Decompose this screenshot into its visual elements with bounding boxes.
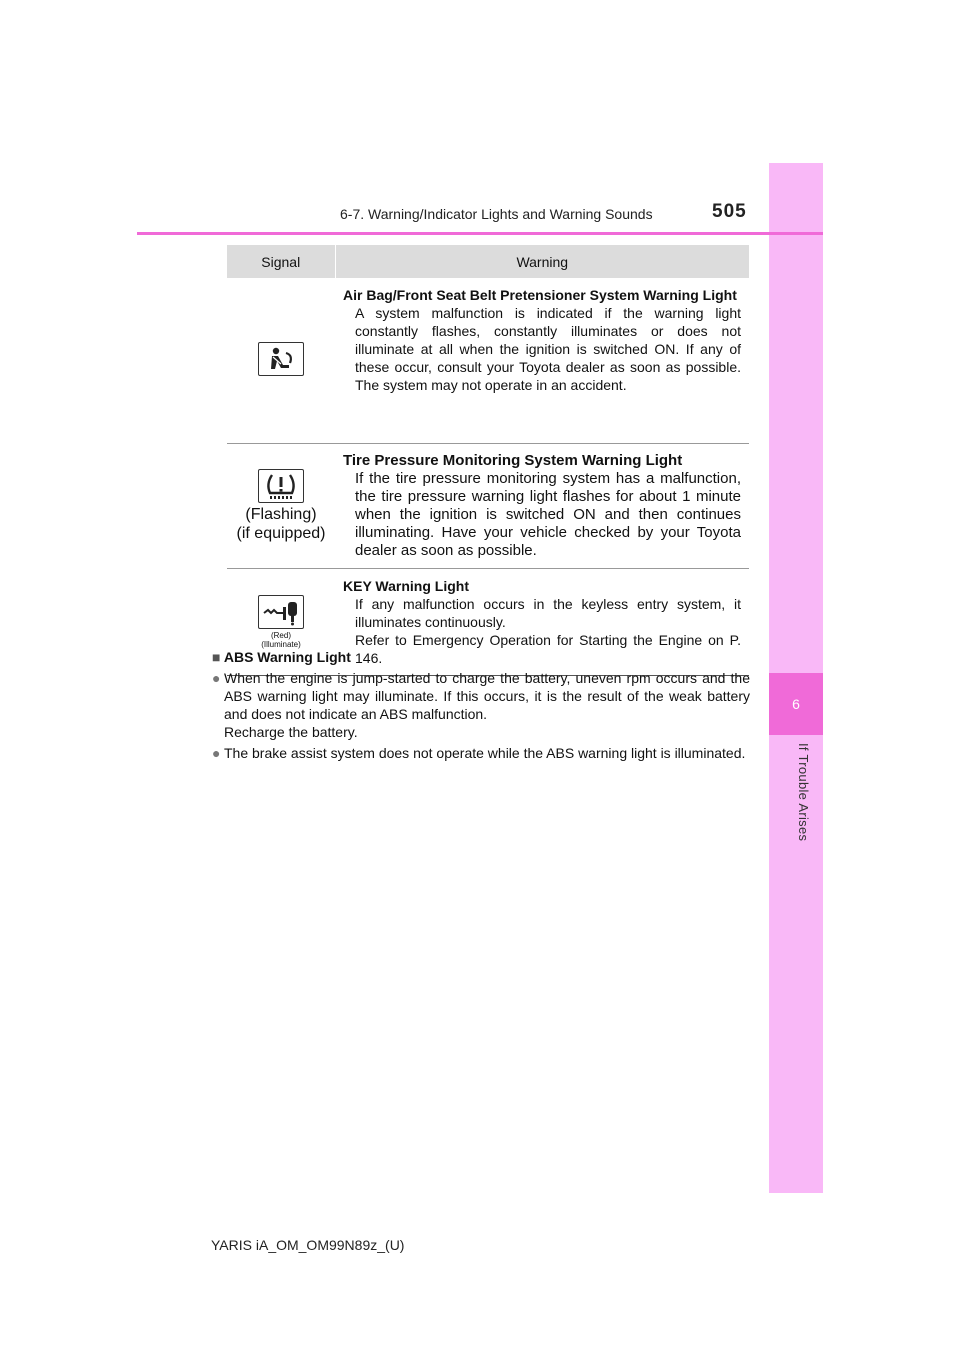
signal-cell bbox=[227, 443, 335, 568]
warning-title: Air Bag/Front Seat Belt Pretensioner System Warning Light bbox=[343, 287, 737, 303]
page-number: 505 bbox=[712, 201, 747, 222]
table-row bbox=[227, 443, 749, 568]
signal-note: (Red) bbox=[270, 630, 291, 640]
model-code-footer: YARIS iA_OM_OM99N89z_(U) bbox=[211, 1237, 405, 1253]
warning-cell bbox=[335, 443, 749, 568]
square-bullet-icon: ■ bbox=[212, 649, 221, 665]
warning-light-table bbox=[227, 245, 749, 676]
section-title: 6-7. Warning/Indicator Lights and Warning Sounds bbox=[340, 206, 653, 222]
warning-reference: Refer to Emergency Operation for Starting the Engine on P. 146. bbox=[355, 631, 741, 666]
signal-note: (Illuminate) bbox=[261, 639, 301, 649]
chapter-title: If Trouble Arises bbox=[796, 743, 811, 842]
abs-heading-text: ABS Warning Light bbox=[223, 649, 351, 665]
signal-note: (Flashing) bbox=[245, 505, 317, 523]
header-rule bbox=[137, 232, 823, 235]
chapter-side-tab bbox=[769, 163, 823, 1193]
column-header-warning: Warning bbox=[335, 245, 749, 278]
abs-warning-section bbox=[212, 648, 750, 762]
bullet-text: The brake assist system does not operate while the ABS warning light is illuminated. bbox=[224, 745, 746, 761]
signal-note: (if equipped) bbox=[236, 524, 326, 542]
airbag-seatbelt-icon bbox=[258, 342, 304, 376]
bullet-dot-icon: ● bbox=[212, 670, 221, 686]
list-item bbox=[212, 744, 750, 762]
warning-title: Tire Pressure Monitoring System Warning Light bbox=[343, 451, 683, 469]
warning-title: KEY Warning Light bbox=[343, 577, 469, 594]
abs-heading bbox=[212, 648, 750, 666]
chapter-number: 6 bbox=[769, 673, 823, 735]
bullet-extra-text: Recharge the battery. bbox=[224, 724, 358, 740]
warning-description: A system malfunction is indicated if the warning light constantly flashes, constantly illuminates or does not illuminate at all when the ignition is switched ON. If any of these occur, consult your Toyota dealer as soon as possible. The system may not operate in an accident. bbox=[355, 305, 741, 393]
column-header-signal: Signal bbox=[227, 245, 335, 278]
bullet-text: When the engine is jump-started to charge the battery, uneven rpm occurs and the ABS warning light may illuminate. If this occurs, it is the result of the weak battery and does not indicate an ABS malfunction. bbox=[224, 670, 750, 722]
warning-cell bbox=[335, 278, 749, 443]
warning-description: If any malfunction occurs in the keyless entry system, it illuminates continuously. bbox=[355, 595, 741, 630]
key-warning-icon bbox=[258, 595, 304, 629]
warning-description: If the tire pressure monitoring system has a malfunction, the tire pressure warning light flashes for about 1 minute when the ignition is switched ON and then continues illuminating. Have your vehicle checked by your Toyota dealer as soon as possible. bbox=[355, 469, 741, 559]
tire-pressure-icon bbox=[258, 469, 304, 503]
table-row bbox=[227, 278, 749, 443]
bullet-dot-icon: ● bbox=[212, 745, 221, 761]
list-item bbox=[212, 669, 750, 741]
signal-cell bbox=[227, 278, 335, 443]
